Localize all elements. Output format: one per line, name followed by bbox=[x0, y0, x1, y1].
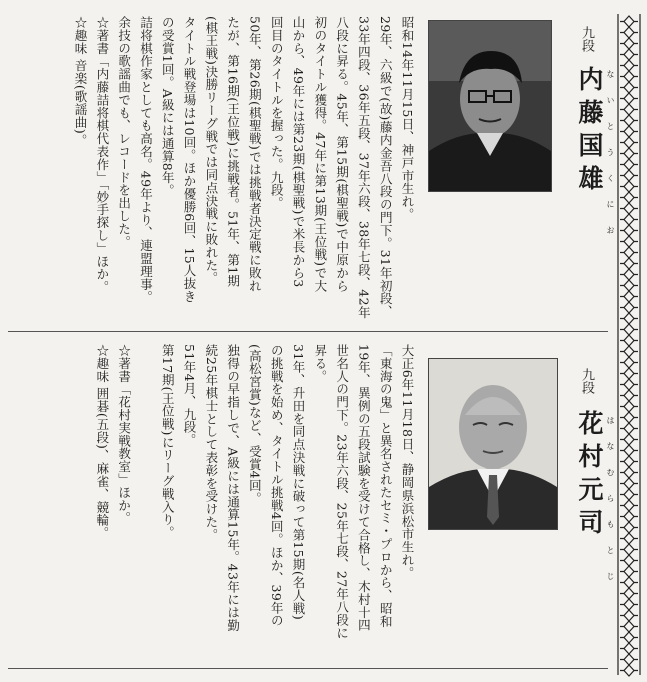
bio-line: 50年、第26期(棋聖戦)では挑戦者決定戦に敗れ bbox=[247, 16, 263, 293]
name-reading: ないとうくにお bbox=[606, 70, 615, 252]
bio-line: 「東海の鬼」と異名されたセミ・プロから、昭和 bbox=[378, 344, 394, 628]
bio-line bbox=[135, 344, 157, 666]
bio-line: 19年、異例の五段試験を受けて合格し、木村十四 bbox=[356, 344, 372, 632]
bio-line: 昭和14年11月15日、神戸市生れ。 bbox=[400, 16, 415, 221]
biography-text bbox=[34, 344, 418, 666]
bio-line: 山から、49年には第23期(棋聖戦)で米長から3 bbox=[291, 16, 307, 288]
bio-line: の受賞1回。A級には通算8年。 bbox=[160, 16, 176, 197]
bio-line: 第17期(王位戦)にリーグ戦入り。 bbox=[160, 344, 176, 539]
bio-line: 詰将棋作家としても高名。49年より、連盟理事。 bbox=[138, 16, 154, 304]
section-divider bbox=[8, 331, 608, 332]
bio-line: 大正6年11月18日、静岡県浜松市生れ。 bbox=[400, 344, 415, 580]
portrait-photo bbox=[428, 20, 552, 192]
rank-label: 九段 bbox=[579, 368, 594, 394]
bio-line: 独得の早指しで、A級には通算15年。43年には勤 bbox=[225, 344, 241, 632]
bio-line: ☆趣味 囲碁(五段)、麻雀、競輪。 bbox=[94, 344, 110, 540]
rank-label: 九段 bbox=[579, 26, 594, 52]
bio-line: タイトル戦登場は10回。ほか優勝6回、15人抜き bbox=[182, 16, 198, 303]
player-name: 花村元司 bbox=[575, 410, 604, 542]
bio-line: (棋王戦)決勝リーグ戦では同点決戦に敗れた。 bbox=[203, 16, 219, 285]
bio-line: ☆著書「内藤詰将棋代表作」「妙手探し」ほか。 bbox=[94, 16, 110, 294]
bio-line: の挑戦を始め、タイトル挑戦4回。ほか、39年の bbox=[269, 344, 285, 628]
bio-line: 29年、六級で(故)藤内金吾八段の門下。31年初段、 bbox=[378, 16, 394, 318]
profile-section-naito bbox=[8, 8, 615, 330]
biography-text bbox=[34, 16, 418, 332]
bio-line: 世名人の門下。23年六段、25年七段、27年八段に bbox=[334, 344, 350, 640]
bio-line: ☆趣味 音楽(歌謡曲)。 bbox=[73, 16, 89, 148]
bio-line: 51年4月、九段。 bbox=[182, 344, 198, 447]
player-name: 内藤国雄 bbox=[575, 66, 604, 198]
bio-line: 33年四段、36年五段、37年六段、38年七段、42年 bbox=[356, 16, 372, 319]
portrait-photo bbox=[428, 358, 558, 530]
bio-line: 回目のタイトルを握った。九段。 bbox=[269, 16, 285, 210]
bio-line: 初のタイトル獲得。47年に第13期(王位戦)で大 bbox=[312, 16, 328, 293]
bio-line: たが、第16期(王位戦)に挑戦者。51年、第1期 bbox=[225, 16, 241, 288]
bio-line: 余技の歌謡曲でも、レコードを出した。 bbox=[116, 16, 132, 249]
bio-line: ☆著書「花村実戦教室」ほか。 bbox=[116, 344, 132, 525]
bio-line: 続25年棋士として表彰を受けた。 bbox=[203, 344, 219, 542]
section-divider bbox=[8, 668, 608, 669]
bio-line: 31年、升田を同点決戦に破って第15期(名人戦) bbox=[291, 344, 307, 621]
profile-section-hanamura bbox=[8, 336, 615, 666]
ornamental-border bbox=[615, 12, 643, 677]
bio-line: 八段に昇る。45年、第15期(棋聖戦)で中原から bbox=[334, 16, 350, 293]
name-reading: はなむらもとじ bbox=[606, 416, 615, 598]
bio-line: 昇る。 bbox=[312, 344, 328, 383]
bio-line: (高松宮賞)など、受賞4回。 bbox=[247, 344, 263, 505]
